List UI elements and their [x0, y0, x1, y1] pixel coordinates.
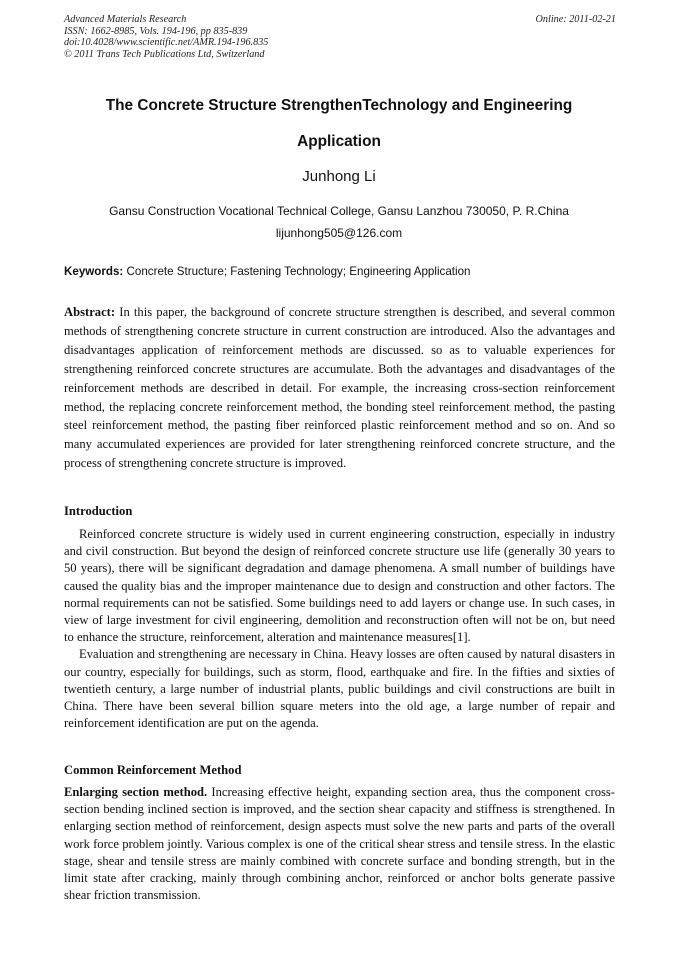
paper-title: The Concrete Structure StrengthenTechnology and Engineering Application	[105, 97, 573, 150]
keywords-text: Concrete Structure; Fastening Technology; Engineering Application	[126, 265, 471, 278]
keywords-line	[64, 263, 616, 281]
journal-header	[64, 14, 616, 60]
abstract-text: In this paper, the background of concrete structure strengthen is described, and several common methods of strengthening concrete structure in current construction are introduced. Also the advantages and disadvantages application of reinforcement methods are discussed. so as to valuable experiences for strengthening reinforced concrete structures are accumulate. Both the advantages and disadvantages of the reinforcement methods are described in detail. For example, the increasing cross-section reinforcement method, the replacing concrete reinforcement method, the bonding steel reinforcement method, the pasting steel reinforcement method, the pasting fiber reinforced plastic reinforcement method and so on. And so many accumulated experiences are provided for later strengthening reinforced concrete structure, and the process of strengthening concrete structure is improved.	[64, 305, 616, 471]
abstract-paragraph	[64, 303, 615, 473]
issn-line: ISSN: 1662-8985, Vols. 194-196, pp 835-839	[64, 25, 248, 37]
enlarging-section-text: Increasing effective height, expanding section area, thus the component cross-section bending inclined section is improved, and the section shear capacity and stiffness is strengthened. In enlarging section method of reinforcement, design aspects must solve the new parts and parts of the overall work force problem jointly. Various complex is one of the critical shear stress and tensile stress. In the elastic stage, shear and tensile stress are mainly combined with concrete surface and bonding strength, but in the limit state after cracking, mainly through combining anchor, reinforced or anchor bolts generate passive shear friction transmission.	[64, 785, 615, 903]
journal-name: Advanced Materials Research	[64, 14, 187, 25]
introduction-paragraph-2: Evaluation and strengthening are necessary in China. Heavy losses are often caused by natural disasters in our country, especially for buildings, such as storm, flood, earthquake and fire. In the fifties and sixties of twentieth century, a large number of industrial plants, public buildings and civil constructions are built in China. There have been several billion square meters into the old age, a large number of repair and reinforcement identification are put on the agenda.	[64, 647, 615, 731]
author-email: lijunhong505@126.com	[275, 226, 403, 240]
introduction-paragraph-1: Reinforced concrete structure is widely used in current engineering construction, especially in industry and civil construction. But beyond the design of reinforced concrete structure use life (generally 30 years to 50 years), there will be significant degradation and damage phenomena. A small number of buildings have caused the quality bias and the improper maintenance due to design and construction and other factors. The normal requirements can not be satisfied. Some buildings need to add layers or change use. In such cases, in view of large investment for civil engineering, demolition and reconstruction often will not be on, but need to enhance the structure, reinforcement, alteration and maintenance measures[1].	[64, 527, 615, 645]
methods-body	[64, 784, 615, 904]
author-name: Junhong Li	[302, 168, 376, 185]
copyright-line: © 2011 Trans Tech Publications Ltd, Switzerland	[64, 48, 265, 60]
abstract-label: Abstract:	[64, 305, 116, 319]
doi-line: doi:10.4028/www.scientific.net/AMR.194-196.835	[64, 37, 269, 49]
enlarging-section-lead: Enlarging section method.	[64, 785, 208, 799]
keywords-label: Keywords:	[64, 265, 124, 278]
introduction-body	[64, 526, 615, 732]
methods-heading: Common Reinforcement Method	[64, 763, 242, 777]
methods-paragraph-1	[64, 784, 615, 904]
online-date: Online: 2011-02-21	[535, 14, 616, 25]
affiliation: Gansu Construction Vocational Technical College, Gansu Lanzhou 730050, P. R.China	[109, 204, 569, 218]
affiliation-block	[64, 200, 614, 244]
introduction-heading: Introduction	[64, 504, 133, 518]
